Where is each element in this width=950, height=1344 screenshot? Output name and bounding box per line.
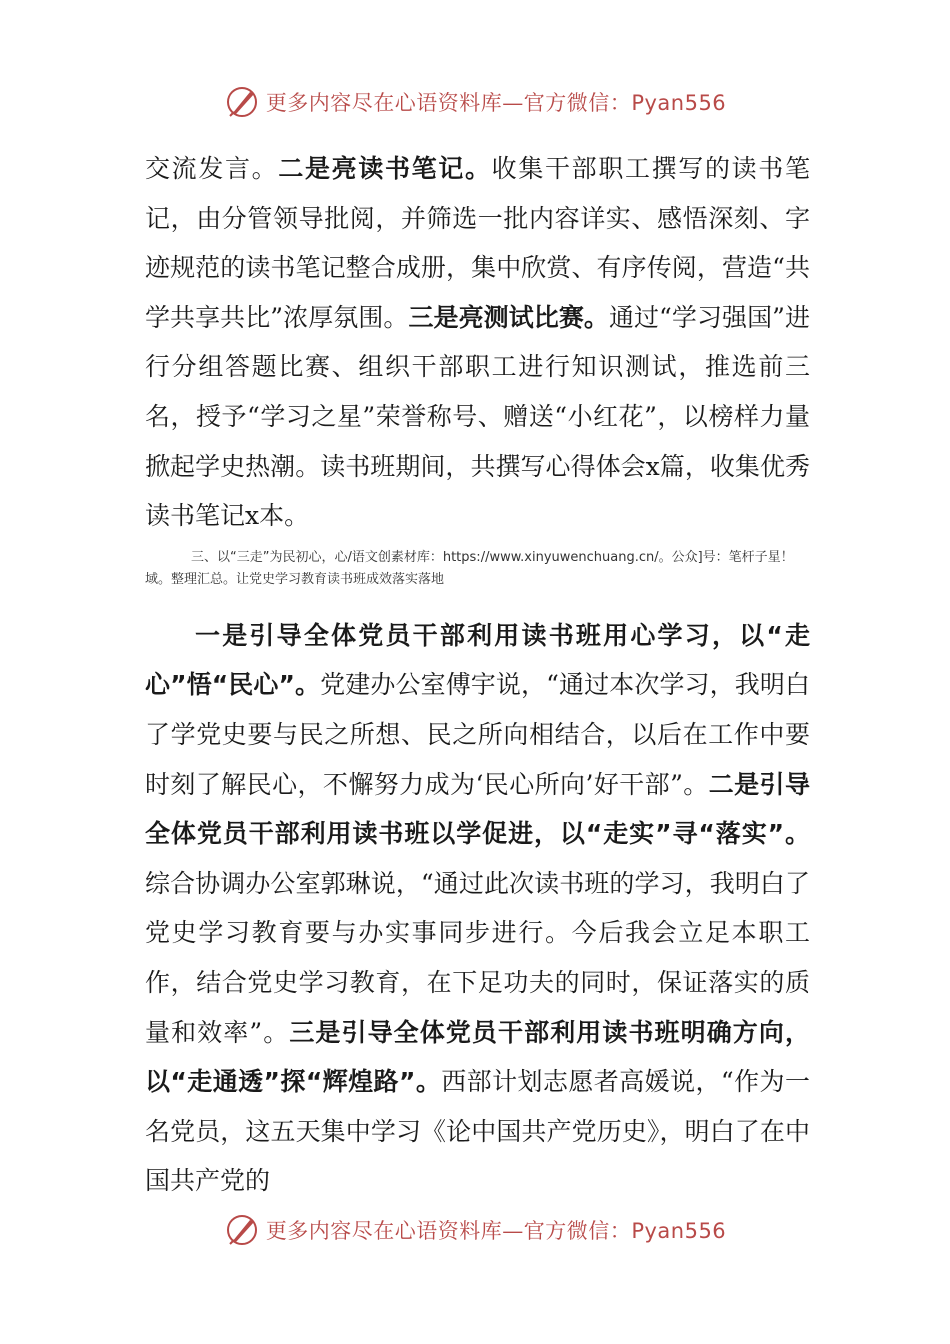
bold-run: 三是亮测试比赛。 bbox=[408, 302, 609, 332]
text-run: 党建办公室傅宇说，“通过本次学习，我明白了学党史要与民之所想、民之所向相结合，以后在工作中要时刻了解民心，不懈努力成为‘民心所向’好干部”。 bbox=[145, 670, 810, 799]
wechat-id: Pyan556 bbox=[631, 91, 727, 115]
text-run: 西部计划志愿者高媛说，“作为一名党员，这五天集中学习《论中国共产党历史》，明白了在中国共产党的 bbox=[145, 1067, 810, 1196]
footer-watermark-banner bbox=[0, 1210, 950, 1250]
text-run: 收集干部职工撰写的读书笔记，由分管领导批阅，并筛选一批内容详实、感悟深刻、字迹规范的读书笔记整合成册，集中欣赏、有序传阅，营造“共学共享共比”浓厚氛围。 bbox=[145, 154, 810, 332]
bold-run: 三是引导全体党员干部利用读书班明确方向，以“走通透”探“辉煌路”。 bbox=[145, 1017, 810, 1097]
header-watermark-banner bbox=[0, 82, 950, 122]
bold-run: 一是引导全体党员干部利用读书班用心学习，以“走心”悟“民心”。 bbox=[145, 620, 810, 700]
bold-run: 二是亮读书笔记。 bbox=[278, 154, 492, 183]
watermark-text: 更多内容尽在心语资料库—官方微信：Pyan556 bbox=[265, 91, 727, 115]
text-run: 通过“学习强国”进行分组答题比赛、组织干部职工进行知识测试，推选前三名，授予“学习之星”荣誉称号、赠送“小红花”，以榜样力量掀起学史热潮。读书班期间，共撰写心得体会x篇，收集优秀读书笔记x本。 bbox=[145, 302, 810, 531]
paragraph-three-walks bbox=[145, 611, 810, 1206]
wechat-id: Pyan556 bbox=[631, 1219, 727, 1243]
paragraph-reading-notes bbox=[145, 144, 810, 541]
section-heading: 三、以“三走”为民初心，心/语文创素材库：https://www.xinyuwenchuang.cn/。公众]号：笔杆子星！域。整理汇总。让党史学习教育读书班成效落实落地 bbox=[145, 549, 794, 587]
text-run: 综合协调办公室郭琳说，“通过此次读书班的学习，我明白了党史学习教育要与办实事同步进行。今后我会立足本职工作，结合党史学习教育，在下足功夫的同时，保证落实的质量和效率”。 bbox=[145, 868, 810, 1047]
quill-pen-logo-icon bbox=[224, 1212, 260, 1248]
bold-run: 二是引导全体党员干部利用读书班以学促进，以“走实”寻“落实”。 bbox=[145, 769, 810, 849]
document-body bbox=[145, 144, 810, 1206]
quill-pen-logo-icon bbox=[224, 84, 260, 120]
text-run: 交流发言。 bbox=[145, 154, 279, 183]
watermark-text: 更多内容尽在心语资料库—官方微信：Pyan556 bbox=[265, 1219, 727, 1243]
